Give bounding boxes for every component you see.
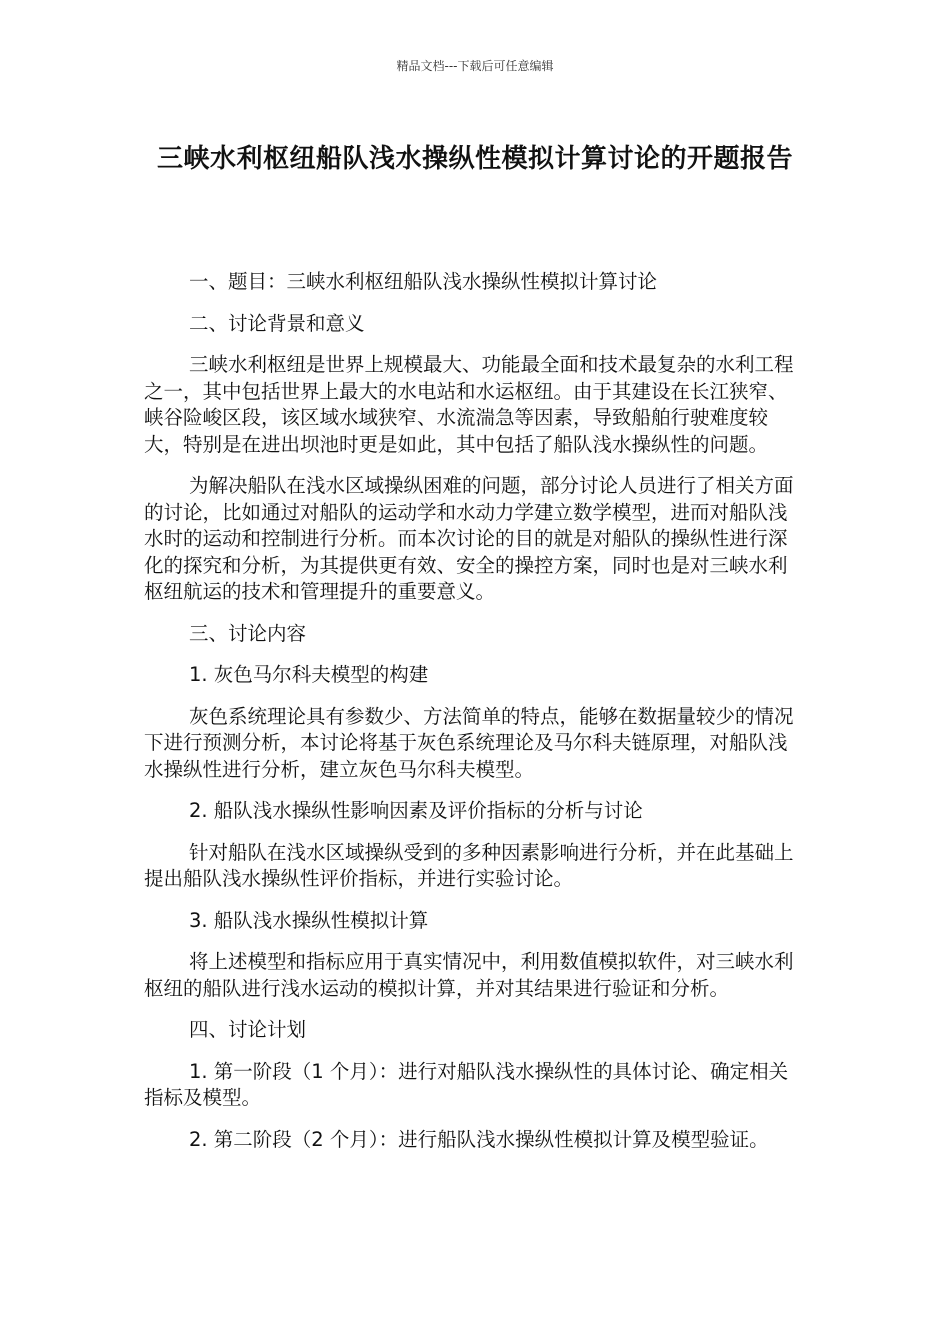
subheading-simulation: 3. 船队浅水操纵性模拟计算 xyxy=(189,908,429,932)
document-title: 三峡水利枢纽船队浅水操纵性模拟计算讨论的开题报告 xyxy=(156,144,793,174)
page-header-note: 精品文档---下载后可任意编辑 xyxy=(396,59,554,73)
subheading-factors: 2. 船队浅水操纵性影响因素及评价指标的分析与讨论 xyxy=(189,799,643,822)
heading-content: 三、讨论内容 xyxy=(189,621,307,645)
paragraph-grey-markov: 灰色系统理论具有参数少、方法简单的特点，能够在数据量较少的情况下进行预测分析，本讨论将基于灰色系统理论及马尔科夫链原理，对船队浅水操纵性进行分析，建立灰色马尔科夫模型。 xyxy=(144,704,794,781)
paragraph-significance: 为解决船队在浅水区域操纵困难的问题，部分讨论人员进行了相关方面的讨论，比如通过对船队的运动学和水动力学建立数学模型，进而对船队浅水时的运动和控制进行分析。而本次讨论的目的就是对船队的操纵性进行深化的探究和分析，为其提供更有效、安全的操控方案，同时也是对三峡水利枢纽航运的技术和管理提升的重要意义。 xyxy=(144,474,794,603)
plan-stage-2: 2. 第二阶段（2 个月）：进行船队浅水操纵性模拟计算及模型验证。 xyxy=(189,1127,769,1151)
subheading-grey-markov: 1. 灰色马尔科夫模型的构建 xyxy=(189,663,429,686)
paragraph-simulation: 将上述模型和指标应用于真实情况中，利用数值模拟软件，对三峡水利枢纽的船队进行浅水运动的模拟计算，并对其结果进行验证和分析。 xyxy=(144,950,794,1000)
heading-plan: 四、讨论计划 xyxy=(189,1018,307,1041)
paragraph-factors: 针对船队在浅水区域操纵受到的多种因素影响进行分析，并在此基础上提出船队浅水操纵性评价指标，并进行实验讨论。 xyxy=(144,840,794,890)
heading-topic: 一、题目：三峡水利枢纽船队浅水操纵性模拟计算讨论 xyxy=(189,270,658,293)
paragraph-background: 三峡水利枢纽是世界上规模最大、功能最全面和技术最复杂的水利工程之一，其中包括世界上最大的水电站和水运枢纽。由于其建设在长江狭窄、峡谷险峻区段，该区域水域狭窄、水流湍急等因素，导致船舶行驶难度较大，特别是在进出坝池时更是如此，其中包括了船队浅水操纵性的问题。 xyxy=(144,353,794,456)
heading-background: 二、讨论背景和意义 xyxy=(189,311,365,335)
document-body xyxy=(144,269,806,1168)
plan-stage-1: 1. 第一阶段（1 个月）：进行对船队浅水操纵性的具体讨论、确定相关指标及模型。 xyxy=(144,1059,789,1109)
